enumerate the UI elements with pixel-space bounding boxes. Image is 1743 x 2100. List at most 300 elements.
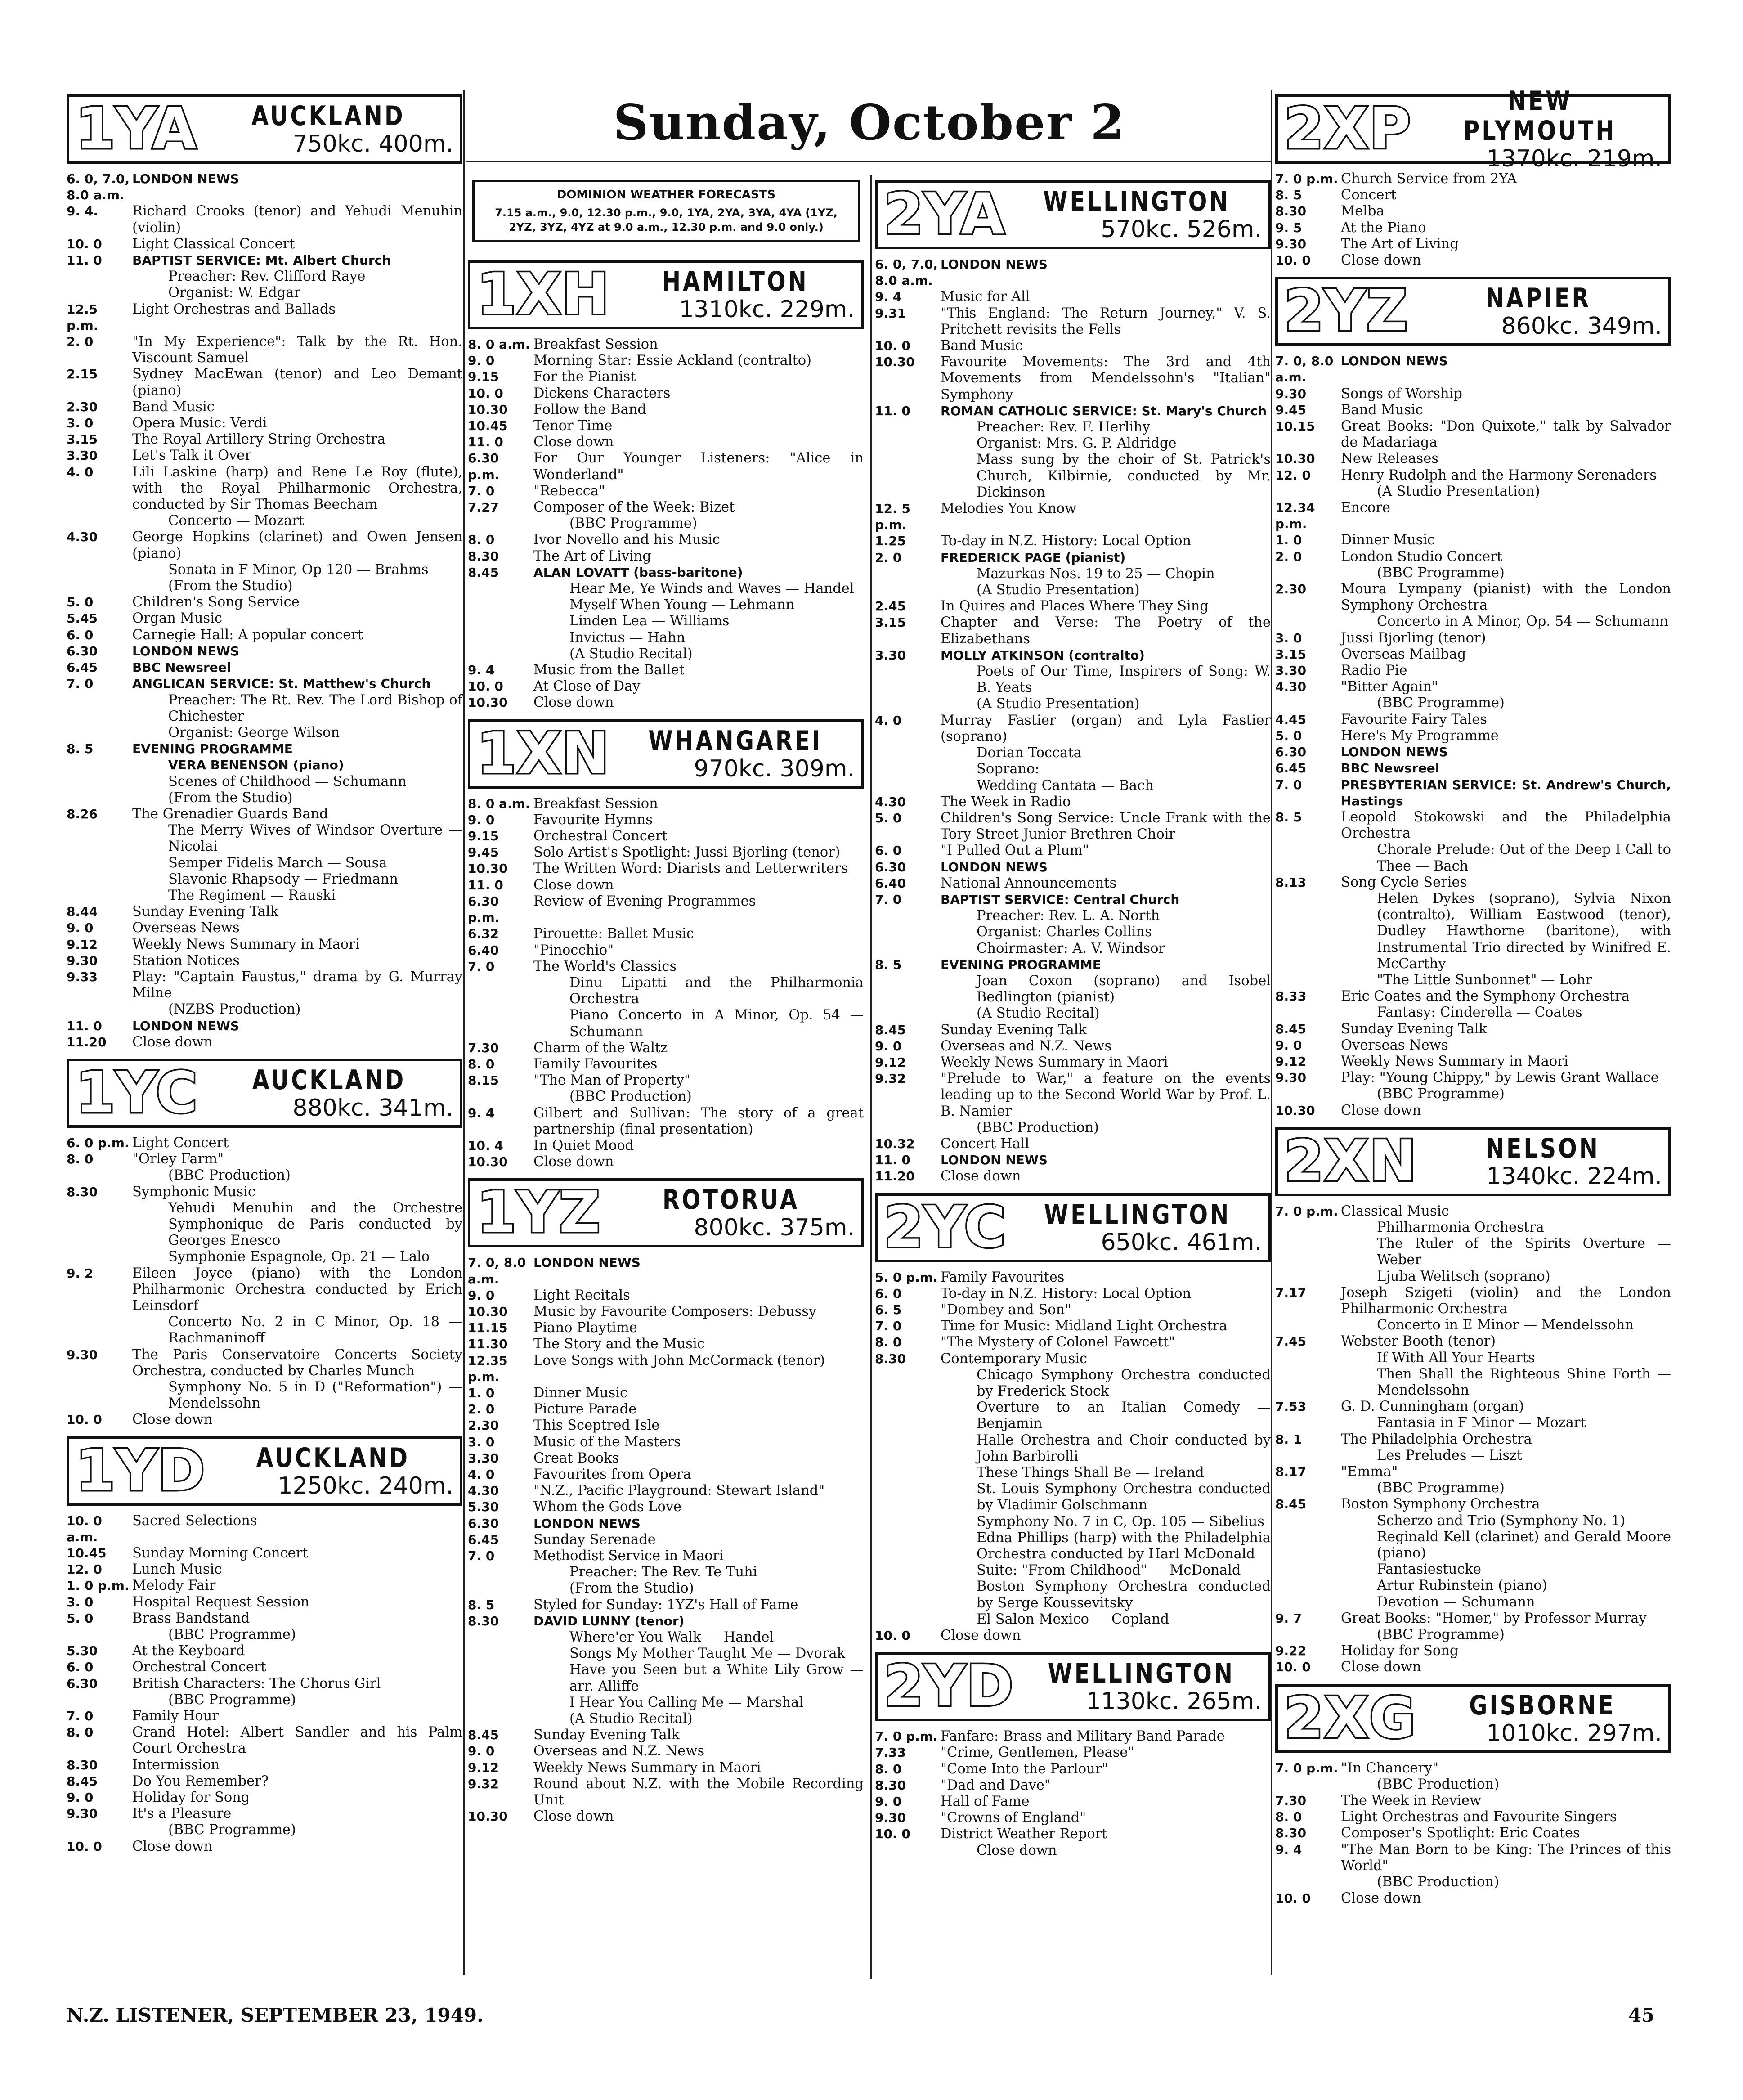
programme-time: 9.30: [875, 1810, 906, 1826]
programme-text: Mass sung by the choir of St. Patrick's Church, Kilbirnie, conducted by Mr. Dickinson: [977, 452, 1271, 500]
programme-text: "Dad and Dave": [941, 1777, 1051, 1793]
programme-time: 8.13: [1275, 875, 1307, 890]
programme-text: (BBC Programme): [569, 516, 697, 532]
programme-item: [875, 1745, 1271, 1761]
programme-text: "N.Z., Pacific Playground: Stewart Island": [533, 1483, 825, 1499]
programme-time: [1275, 1317, 1341, 1333]
programme-text: LONDON NEWS: [533, 1516, 641, 1531]
programme-time: [875, 566, 941, 582]
programme-item: [1275, 402, 1671, 418]
programme-time: 7. 0: [67, 676, 94, 691]
programme-item: [67, 1018, 462, 1034]
programme-time: [1275, 1777, 1341, 1793]
station-logo: [468, 1178, 864, 1247]
programme-text: Dinner Music: [533, 1385, 628, 1401]
programme-time: 5. 0: [67, 595, 94, 610]
programme-time: 10. 4: [468, 1138, 503, 1153]
programme-text: Play: "Young Chippy," by Lewis Grant Wallace: [1341, 1070, 1659, 1086]
programme-text: Weekly News Summary in Maori: [941, 1054, 1168, 1070]
programme-text: Weekly News Summary in Maori: [132, 936, 360, 952]
programme-time: 8.30: [875, 1777, 906, 1793]
programme-time: 4.30: [1275, 679, 1307, 695]
programme-item: [1275, 581, 1671, 614]
programme-text: Semper Fidelis March — Sousa: [168, 855, 387, 871]
programme-time: 8.30: [1275, 204, 1307, 219]
programme-time: [1275, 1350, 1341, 1366]
programme-text: Les Preludes — Liszt: [1377, 1447, 1523, 1463]
programme-time: [468, 1695, 533, 1711]
programme-time: [1275, 695, 1341, 711]
programme-time: [875, 1120, 941, 1136]
programme-item: [67, 1347, 462, 1379]
programme-item: [875, 859, 1271, 875]
programme-time: 7.17: [1275, 1285, 1307, 1300]
station-city: NELSON: [1486, 1132, 1600, 1164]
programme-item: [67, 920, 462, 936]
column-rule: [1271, 90, 1272, 1975]
programme-text: Joan Coxon (soprano) and Isobel Bedlington (pianist): [977, 973, 1271, 1005]
programme-item: [1275, 1480, 1671, 1496]
programme-time: 4.30: [468, 1483, 499, 1499]
programme-text: Melodies You Know: [941, 501, 1077, 517]
programme-text: LONDON NEWS: [132, 171, 239, 186]
programme-text: Favourites from Opera: [533, 1466, 691, 1482]
programme-item: [875, 1351, 1271, 1367]
programme-time: [67, 1314, 132, 1346]
programme-text: "The Man of Property": [533, 1072, 690, 1089]
programme-text: It's a Pleasure: [132, 1806, 232, 1822]
station-info: [1021, 1655, 1268, 1719]
programme-text: Sunday Evening Talk: [941, 1022, 1087, 1038]
programme-text: The Royal Artillery String Orchestra: [132, 431, 385, 448]
programme-item: [67, 578, 462, 594]
programme-item: [67, 904, 462, 920]
programme-text: Weekly News Summary in Maori: [533, 1759, 761, 1776]
programme-time: 7. 0: [468, 1548, 495, 1563]
programme-list: [468, 796, 864, 1171]
programme-text: BAPTIST SERVICE: Mt. Albert Church: [132, 253, 391, 268]
programme-text: ALAN LOVATT (bass-baritone): [533, 565, 743, 580]
callsign: 2YZ: [1284, 278, 1409, 344]
programme-time: 3. 0: [67, 1594, 94, 1610]
programme-time: 8.15: [468, 1073, 499, 1088]
programme-text: The Week in Review: [1341, 1793, 1482, 1809]
programme-item: [1275, 777, 1671, 809]
programme-time: [875, 1514, 941, 1530]
programme-text: Overseas and N.Z. News: [533, 1743, 705, 1759]
programme-item: [468, 516, 864, 532]
programme-item: [67, 1034, 462, 1050]
programme-item: [875, 1843, 1271, 1859]
programme-time: 11. 0: [468, 877, 503, 893]
programme-text: St. Louis Symphony Orchestra conducted by Vladimir Golschmann: [977, 1481, 1271, 1513]
callsign: 2XG: [1284, 1684, 1417, 1751]
programme-time: 6.30: [67, 1676, 98, 1691]
programme-time: 8.45: [1275, 1021, 1307, 1037]
programme-text: Church Service from 2YA: [1341, 171, 1517, 187]
programme-time: [468, 581, 533, 597]
programme-time: 7.45: [1275, 1334, 1307, 1349]
callsign: 1XN: [477, 720, 610, 786]
station-info: [212, 1439, 460, 1503]
programme-time: [1275, 1562, 1341, 1578]
programme-time: [875, 435, 941, 452]
programme-text: Murray Fastier (organ) and Lyla Fastier (soprano): [941, 712, 1271, 745]
programme-time: 8.45: [468, 1728, 499, 1743]
programme-text: "Dombey and Son": [941, 1301, 1071, 1318]
programme-time: [1275, 1448, 1341, 1464]
programme-time: [67, 692, 132, 725]
programme-text: The Art of Living: [533, 548, 651, 564]
programme-time: 10.30: [468, 402, 508, 417]
programme-text: DAVID LUNNY (tenor): [533, 1613, 685, 1629]
station-frequency: 1130kc. 265m.: [1086, 1688, 1262, 1715]
programme-item: [875, 1579, 1271, 1611]
programme-item: [468, 1385, 864, 1401]
programme-text: Sacred Selections: [132, 1512, 257, 1529]
programme-time: 9. 0: [875, 1038, 902, 1054]
programme-time: 5.30: [67, 1643, 98, 1659]
programme-item: [67, 1757, 462, 1773]
programme-item: [67, 1184, 462, 1200]
programme-text: Concert Hall: [941, 1135, 1030, 1152]
programme-text: Let's Talk it Over: [132, 448, 251, 464]
programme-time: [67, 774, 132, 790]
station-city: ROTORUA: [663, 1184, 800, 1216]
programme-time: [1275, 1366, 1341, 1399]
programme-text: In Quiet Mood: [533, 1137, 634, 1153]
programme-time: 9.22: [1275, 1643, 1307, 1659]
programme-item: [67, 692, 462, 725]
programme-item: [67, 725, 462, 741]
programme-item: [875, 1318, 1271, 1334]
programme-time: 6.30: [875, 859, 906, 875]
programme-text: Opera Music: Verdi: [132, 415, 267, 431]
station-logo: [1275, 1127, 1671, 1196]
programme-item: [468, 1548, 864, 1564]
programme-text: Round about N.Z. with the Mobile Recording Unit: [533, 1776, 864, 1808]
programme-text: Styled for Sunday: 1YZ's Hall of Fame: [533, 1597, 798, 1613]
programme-item: [1275, 203, 1671, 220]
programme-text: LONDON NEWS: [941, 257, 1048, 272]
programme-time: 6. 0: [875, 843, 902, 858]
programme-text: Piano Playtime: [533, 1320, 637, 1336]
programme-text: Organist: W. Edgar: [168, 285, 301, 301]
programme-text: "The Mystery of Colonel Fawcett": [941, 1334, 1175, 1351]
programme-text: If With All Your Hearts: [1377, 1350, 1535, 1366]
programme-time: [67, 725, 132, 741]
programme-time: 11. 0: [67, 1018, 102, 1033]
programme-item: [1275, 1448, 1671, 1464]
programme-time: 6.45: [67, 660, 98, 675]
programme-item: [875, 745, 1271, 761]
programme-item: [1275, 1562, 1671, 1578]
programme-item: [468, 828, 864, 844]
station-frequency: 570kc. 526m.: [1101, 216, 1262, 243]
programme-item: [1275, 1317, 1671, 1333]
programme-text: (BBC Production): [168, 1167, 291, 1184]
programme-text: Close down: [132, 1034, 213, 1050]
station-city: WELLINGTON: [1043, 186, 1230, 217]
station-info: [1424, 1130, 1668, 1194]
programme-item: [1275, 236, 1671, 252]
programme-text: Orchestral Concert: [533, 828, 668, 844]
programme-item: [468, 1007, 864, 1040]
programme-time: 2. 0: [468, 1402, 495, 1417]
programme-time: [875, 745, 941, 761]
programme-text: Grand Hotel: Albert Sandler and his Palm Court Orchestra: [132, 1724, 462, 1757]
programme-time: 9.12: [468, 1760, 499, 1775]
programme-item: [875, 1530, 1271, 1562]
programme-text: Close down: [132, 1412, 213, 1428]
programme-item: [468, 1450, 864, 1467]
programme-text: "Crowns of England": [941, 1810, 1086, 1826]
programme-text: EVENING PROGRAMME: [941, 957, 1101, 972]
programme-time: 8. 5: [1275, 809, 1302, 825]
programme-item: [1275, 614, 1671, 630]
programme-item: [468, 1613, 864, 1629]
programme-time: [875, 696, 941, 712]
programme-item: [67, 513, 462, 529]
programme-item: [468, 893, 864, 926]
programme-item: [468, 337, 864, 353]
programme-time: 12.35 p.m.: [468, 1353, 508, 1384]
programme-time: 10.30: [468, 695, 508, 710]
programme-text: District Weather Report: [941, 1826, 1107, 1842]
programme-text: Sunday Evening Talk: [132, 904, 279, 920]
programme-time: [67, 757, 132, 773]
programme-item: [1275, 1350, 1671, 1366]
programme-text: Poets of Our Time, Inspirers of Song: W. B. Yeats: [977, 664, 1271, 696]
programme-time: 8.17: [1275, 1464, 1307, 1480]
programme-time: 6.40: [468, 942, 499, 958]
programme-text: "Crime, Gentlemen, Please": [941, 1745, 1134, 1761]
programme-time: 8. 0: [67, 1152, 94, 1167]
programme-time: [875, 1562, 941, 1579]
programme-text: The Philadelphia Orchestra: [1341, 1431, 1532, 1447]
programme-time: [468, 516, 533, 532]
weather-title: DOMINION WEATHER FORECASTS: [556, 188, 776, 202]
programme-item: [67, 822, 462, 855]
programme-item: [1275, 988, 1671, 1005]
programme-text: Preacher: Rev. F. Herlihy: [977, 419, 1151, 435]
programme-text: Eric Coates and the Symphony Orchestra: [1341, 988, 1630, 1005]
programme-item: [468, 975, 864, 1007]
programme-text: National Announcements: [941, 875, 1117, 891]
programme-time: 3.30: [468, 1450, 499, 1466]
programme-text: Concert: [1341, 187, 1397, 203]
programme-text: Symphony No. 7 in C, Op. 105 — Sibelius: [977, 1513, 1264, 1530]
programme-text: "This England: The Return Journey," V. S. Pritchett revisits the Fells: [941, 305, 1271, 337]
programme-time: 5. 0 p.m.: [875, 1270, 938, 1285]
programme-item: [1275, 1431, 1671, 1448]
programme-item: [67, 643, 462, 660]
programme-text: Close down: [977, 1842, 1057, 1858]
station-frequency: 1370kc. 219m.: [1486, 145, 1662, 172]
programme-item: [1275, 532, 1671, 548]
programme-time: 9. 7: [1275, 1611, 1302, 1626]
programme-time: 9.12: [875, 1054, 906, 1070]
programme-time: [1275, 1529, 1341, 1562]
programme-text: Philharmonia Orchestra: [1377, 1219, 1544, 1235]
programme-time: 3.15: [67, 432, 98, 447]
programme-item: [875, 957, 1271, 973]
programme-time: 6.30: [468, 1516, 499, 1531]
programme-text: Sonata in F Minor, Op 120 — Brahms: [168, 561, 429, 578]
programme-text: Children's Song Service: [132, 594, 300, 610]
programme-time: 9. 4: [468, 663, 495, 678]
programme-time: 7. 0: [468, 483, 495, 498]
programme-list: [1275, 171, 1671, 269]
programme-item: [468, 1336, 864, 1352]
programme-time: 8. 0: [67, 1725, 94, 1740]
programme-text: Boston Symphony Orchestra: [1341, 1496, 1540, 1512]
programme-time: 10. 0: [468, 386, 503, 401]
programme-text: The World's Classics: [533, 958, 677, 974]
programme-time: [468, 597, 533, 613]
programme-time: [875, 1530, 941, 1562]
programme-item: [67, 171, 462, 203]
programme-item: [875, 924, 1271, 940]
programme-time: [875, 1481, 941, 1513]
programme-time: 5.30: [468, 1499, 499, 1515]
programme-time: 10.15: [1275, 419, 1315, 434]
programme-time: [1275, 891, 1341, 972]
programme-item: [1275, 1643, 1671, 1659]
programme-text: Chicago Symphony Orchestra conducted by Frederick Stock: [977, 1367, 1271, 1399]
programme-time: 10.30: [468, 1154, 508, 1170]
programme-time: 12. 0: [1275, 467, 1311, 483]
programme-item: [875, 1432, 1271, 1465]
programme-text: Family Favourites: [941, 1269, 1065, 1285]
programme-time: 8.45: [1275, 1497, 1307, 1512]
programme-item: [67, 1412, 462, 1428]
programme-time: 8. 0: [875, 1335, 902, 1350]
programme-text: (A Studio Presentation): [977, 696, 1140, 712]
programme-item: [67, 562, 462, 578]
programme-time: [875, 1611, 941, 1628]
programme-item: [1275, 695, 1671, 711]
programme-time: 9.30: [1275, 236, 1307, 251]
programme-item: [875, 354, 1271, 403]
station-logo: [1275, 85, 1671, 172]
programme-time: 3. 0: [1275, 630, 1302, 646]
programme-time: [468, 1089, 533, 1105]
programme-item: [875, 1022, 1271, 1038]
programme-text: Dinner Music: [1341, 532, 1435, 548]
programme-text: (BBC Production): [1377, 1776, 1499, 1792]
programme-time: 10.32: [875, 1136, 915, 1151]
programme-list: [468, 1255, 864, 1825]
programme-text: (BBC Programme): [168, 1627, 296, 1643]
programme-time: [67, 888, 132, 904]
programme-time: 10.45: [67, 1546, 107, 1561]
programme-text: Classical Music: [1341, 1203, 1449, 1219]
programme-time: 3.30: [875, 647, 906, 663]
programme-item: [67, 366, 462, 399]
programme-item: [875, 1054, 1271, 1071]
programme-time: 2. 0: [67, 334, 94, 350]
programme-item: [1275, 1874, 1671, 1890]
programme-text: (A Studio Presentation): [1377, 483, 1540, 499]
programme-list: [67, 1135, 462, 1428]
programme-time: [1275, 484, 1341, 500]
programme-item: [468, 1467, 864, 1483]
station-info: [616, 263, 861, 327]
programme-text: Music for All: [941, 289, 1030, 305]
programme-time: 9. 4: [468, 1105, 495, 1121]
programme-time: [875, 1005, 941, 1022]
programme-text: Jussi Bjorling (tenor): [1341, 630, 1486, 646]
programme-time: 11.15: [468, 1320, 508, 1336]
programme-text: For the Pianist: [533, 369, 636, 385]
programme-item: [875, 305, 1271, 338]
programme-time: [468, 1711, 533, 1727]
programme-time: [468, 1007, 533, 1040]
station-logo: [1275, 1684, 1671, 1753]
programme-item: [1275, 679, 1671, 695]
programme-item: [468, 630, 864, 646]
station-city: NEW PLYMOUTH: [1463, 85, 1617, 147]
programme-time: 8. 0: [875, 1761, 902, 1777]
page-number: 45: [1628, 2004, 1655, 2026]
programme-time: 2. 0: [1275, 549, 1302, 564]
programme-text: "Bitter Again": [1341, 679, 1438, 695]
programme-item: [468, 861, 864, 877]
programme-item: [468, 1808, 864, 1825]
programme-item: [67, 888, 462, 904]
station-logo: [875, 180, 1271, 249]
programme-time: 8. 5: [875, 957, 902, 972]
station-frequency: 750kc. 400m.: [292, 130, 453, 157]
programme-text: "Prelude to War," a feature on the events leading up to the Second World War by Prof. L. B. Namier: [941, 1071, 1271, 1119]
programme-time: 6.40: [875, 875, 906, 891]
programme-text: (BBC Programme): [1377, 1086, 1505, 1102]
programme-text: (A Studio Recital): [977, 1005, 1100, 1022]
programme-text: Breakfast Session: [533, 337, 658, 352]
programme-text: Piano Concerto in A Minor, Op. 54 — Schumann: [569, 1007, 864, 1040]
programme-text: The Merry Wives of Windsor Overture — Nicolai: [168, 822, 462, 855]
programme-item: [468, 1711, 864, 1727]
programme-time: [468, 1629, 533, 1646]
programme-time: 11.20: [875, 1169, 915, 1184]
programme-time: 6.45: [1275, 761, 1307, 776]
programme-item: [875, 843, 1271, 859]
programme-item: [67, 1200, 462, 1249]
programme-text: (A Studio Recital): [569, 1711, 693, 1727]
programme-time: 7. 0, 8.0 a.m.: [468, 1255, 526, 1287]
programme-time: 6.30 p.m.: [468, 893, 500, 925]
programme-item: [468, 678, 864, 695]
programme-text: Morning Star: Essie Ackland (contralto): [533, 353, 812, 369]
programme-time: 5.45: [67, 611, 98, 626]
programme-text: Invictus — Hahn: [569, 629, 686, 646]
callsign: 1YD: [76, 1437, 206, 1503]
programme-time: 9. 0: [468, 812, 495, 827]
station-1yd: [67, 1436, 462, 1855]
programme-time: 9.32: [875, 1071, 906, 1086]
programme-item: [468, 1580, 864, 1597]
programme-text: Lili Laskine (harp) and Rene Le Roy (flute), with the Royal Philharmonic Orchestra, conducted by Sir Thomas Beecham: [132, 464, 462, 513]
programme-item: [468, 1564, 864, 1580]
programme-item: [1275, 875, 1671, 891]
programme-item: [875, 1562, 1271, 1579]
programme-item: [875, 338, 1271, 354]
programme-text: Holiday for Song: [1341, 1643, 1459, 1659]
programme-item: [67, 1692, 462, 1708]
programme-item: [1275, 484, 1671, 500]
programme-time: 6.32: [468, 926, 499, 942]
